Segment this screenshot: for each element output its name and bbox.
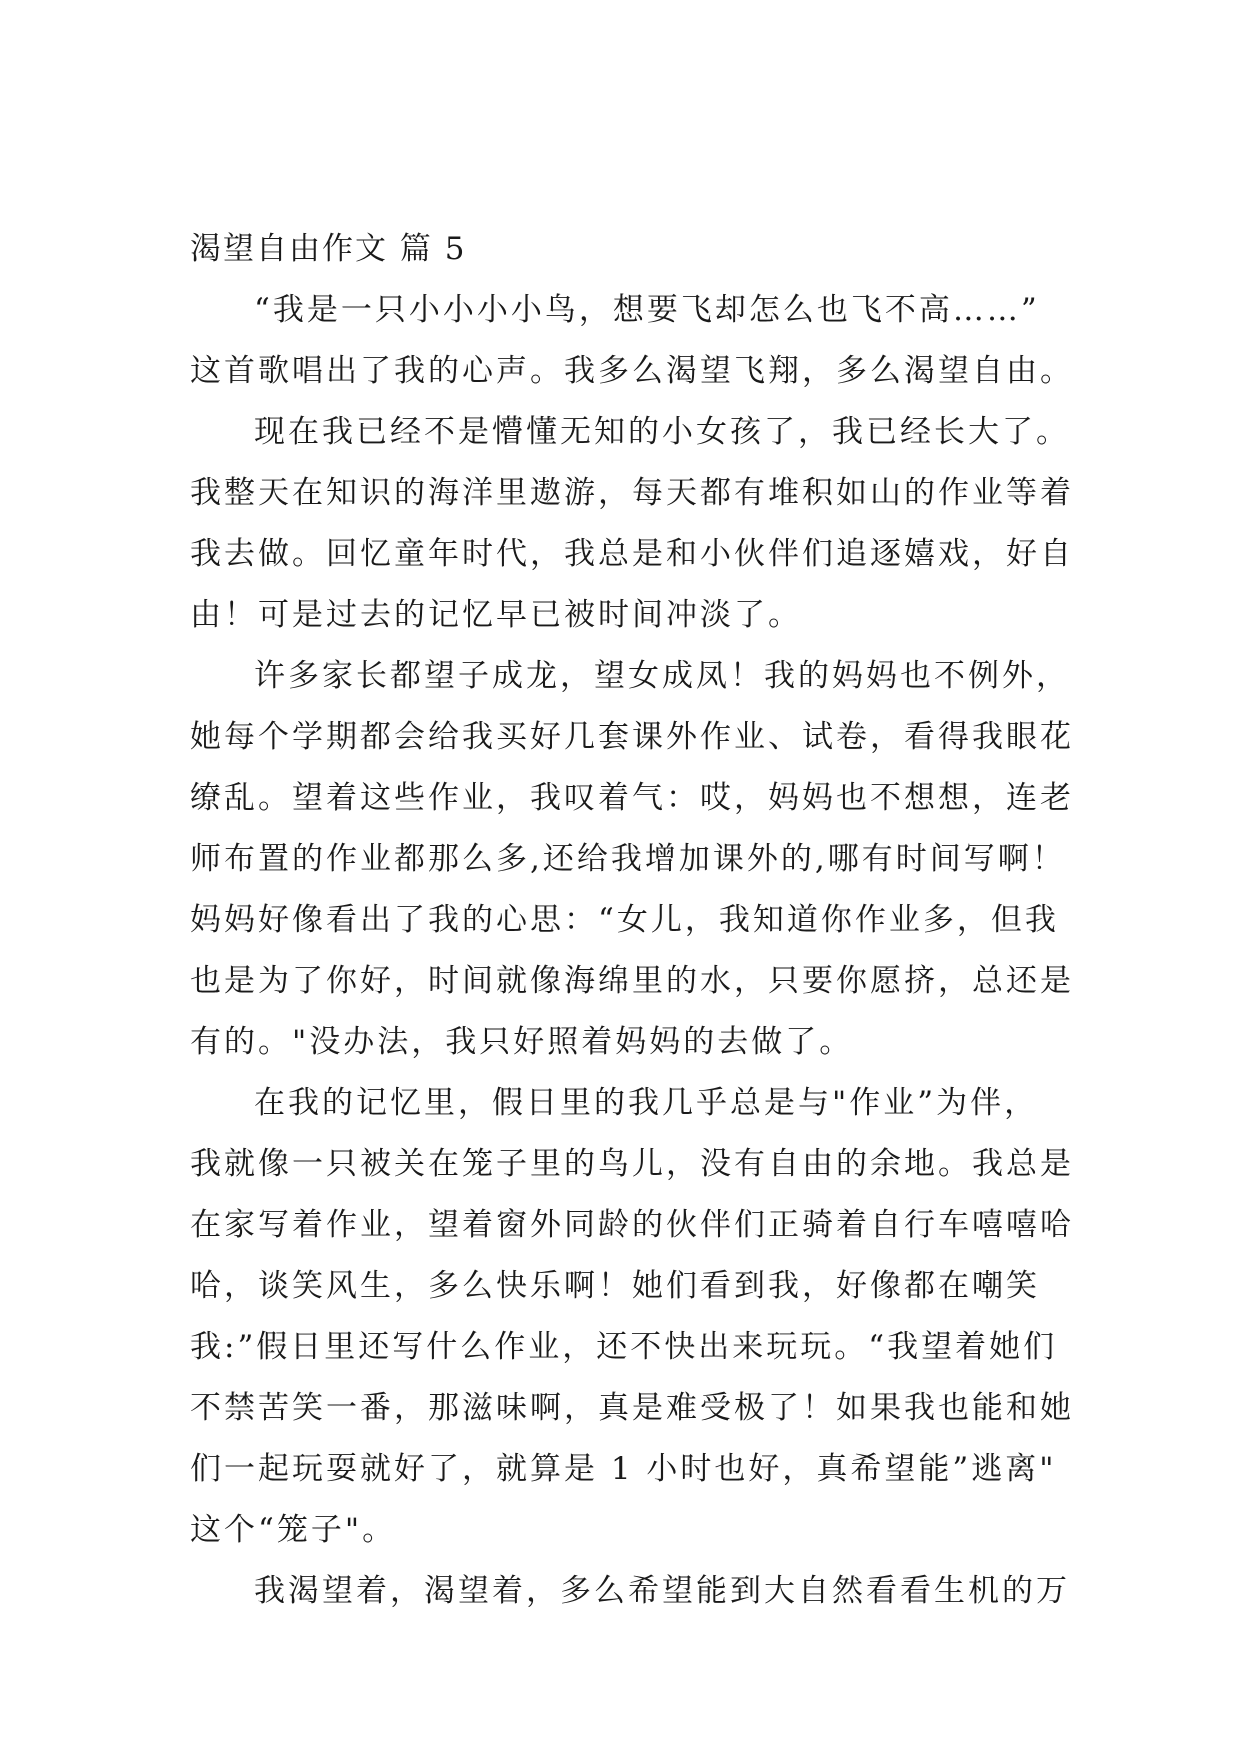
- paragraph-1: [190, 280, 1074, 402]
- paragraph-2: [190, 402, 1074, 646]
- paragraph-5: [190, 1561, 1070, 1622]
- paragraph-line: 这首歌唱出了我的心声。我多么渴望飞翔，多么渴望自由。: [190, 353, 1074, 389]
- paragraph-line: 这个“笼子"。: [190, 1512, 397, 1548]
- paragraph-line: 不禁苦笑一番，那滋味啊，真是难受极了！如果我也能和她: [190, 1390, 1074, 1426]
- paragraph-line: 缭乱。望着这些作业，我叹着气：哎，妈妈也不想想，连老: [190, 780, 1074, 816]
- document-title: 渴望自由作文 篇 5: [190, 231, 467, 267]
- document-page: [190, 218, 1074, 1622]
- paragraph-line: 她每个学期都会给我买好几套课外作业、试卷，看得我眼花: [190, 719, 1074, 755]
- paragraph-line: 师布置的作业都那么多,还给我增加课外的,哪有时间写啊！: [190, 841, 1066, 877]
- paragraph-line: 妈妈好像看出了我的心思：“女儿，我知道你作业多，但我: [190, 902, 1059, 938]
- paragraph-3: [190, 646, 1074, 1073]
- paragraph-line: 由！可是过去的记忆早已被时间冲淡了。: [190, 597, 802, 633]
- paragraph-line: “我是一只小小小小鸟，想要飞却怎么也飞不高……”: [254, 292, 1040, 328]
- paragraph-line: 哈，谈笑风生，多么快乐啊！她们看到我，好像都在嘲笑: [190, 1268, 1040, 1304]
- paragraph-line: 在我的记忆里，假日里的我几乎总是与"作业”为伴，: [254, 1085, 1039, 1121]
- paragraph-line: 我整天在知识的海洋里遨游，每天都有堆积如山的作业等着: [190, 475, 1074, 511]
- paragraph-line: 有的。"没办法，我只好照着妈妈的去做了。: [190, 1024, 854, 1060]
- paragraph-4: [190, 1073, 1074, 1561]
- paragraph-line: 现在我已经不是懵懂无知的小女孩了，我已经长大了。: [254, 414, 1070, 450]
- paragraph-line: 们一起玩耍就好了，就算是 1 小时也好，真希望能”逃离": [190, 1451, 1057, 1487]
- paragraph-line: 也是为了你好，时间就像海绵里的水，只要你愿挤，总还是: [190, 963, 1074, 999]
- paragraph-line: 我渴望着，渴望着，多么希望能到大自然看看生机的万: [254, 1573, 1070, 1609]
- paragraph-line: 我就像一只被关在笼子里的鸟儿，没有自由的余地。我总是: [190, 1146, 1074, 1182]
- paragraph-line: 我去做。回忆童年时代，我总是和小伙伴们追逐嬉戏，好自: [190, 536, 1074, 572]
- paragraph-line: 在家写着作业，望着窗外同龄的伙伴们正骑着自行车嘻嘻哈: [190, 1207, 1074, 1243]
- paragraph-line: 许多家长都望子成龙，望女成凤！我的妈妈也不例外，: [254, 658, 1070, 694]
- paragraph-line: 我:”假日里还写什么作业，还不快出来玩玩。“我望着她们: [190, 1329, 1058, 1365]
